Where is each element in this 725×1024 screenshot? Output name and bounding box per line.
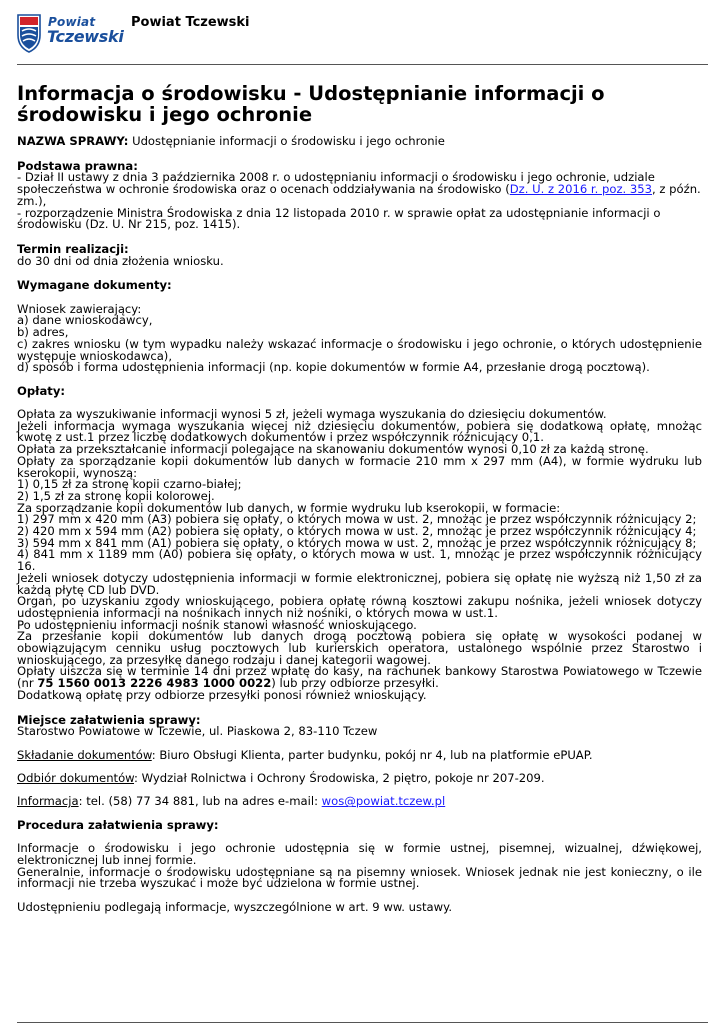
footer-divider xyxy=(17,1022,708,1023)
informacja-label: Informacja xyxy=(17,794,79,809)
oplaty-line: Opłata za wyszukiwanie informacji wynosi 5 zł, jeżeli wymaga wyszukania do dziesięciu dokumentów. xyxy=(17,407,607,422)
nazwa-value: Udostępnianie informacji o środowisku i jego ochronie xyxy=(128,134,445,148)
bank-account-number: 75 1560 0013 2226 4983 1000 0022 xyxy=(37,676,272,691)
procedura-heading: Procedura załatwienia sprawy: xyxy=(17,817,219,832)
termin-value: do 30 dni od dnia złożenia wniosku. xyxy=(17,253,224,268)
odbior-label: Odbiór dokumentów xyxy=(17,771,135,786)
odbior-value: : Wydział Rolnictwa i Ochrony Środowiska, 2 piętro, pokoje nr 207-209. xyxy=(134,771,545,786)
miejsce-value: Starostwo Powiatowe w Tczewie, ul. Piaskowa 2, 83-110 Tczew xyxy=(17,724,378,739)
informacja xyxy=(17,796,702,808)
logo-text-line2: Tczewski xyxy=(47,27,124,46)
procedura-p1: Informacje o środowisku i jego ochronie udostępnia się w formie ustnej, pisemnej, wizualnej, dźwiękowej, elektronicznej lub innej formie. xyxy=(17,841,702,867)
oplaty-line: Jeżeli informacja wymaga wyszukania więcej niż dziesięciu dokumentów, pobiera się dodatkową opłatę, mnożąc kwotę z ust.1 przez liczbę dodatkowych dokumentów i przez współczynnik różnicujący 0,1. xyxy=(17,418,702,445)
main-content xyxy=(17,83,702,913)
miejsce-heading: Miejsce załatwienia sprawy: xyxy=(17,712,201,727)
powiat-logo[interactable] xyxy=(17,13,124,57)
skladanie-value: : Biuro Obsługi Klienta, parter budynku, pokój nr 4, lub na platformie ePUAP. xyxy=(151,747,593,762)
payment-tail: ) lub przy odbiorze przesyłki. xyxy=(271,676,439,691)
oplaty-line: 4) 841 mm x 1189 mm (A0) pobiera się opłaty, o których mowa w ust. 1, mnożąc je przez współczynnik różnicujący 16. xyxy=(17,547,702,574)
page-header xyxy=(0,0,725,64)
informacja-value: : tel. (58) 77 34 881, lub na adres e-mail: xyxy=(78,794,322,809)
oplaty-last: Dodatkową opłatę przy odbiorze przesyłki ponosi również wnioskujący. xyxy=(17,687,427,702)
logo-text-line1: Powiat xyxy=(48,15,96,29)
oplaty-line: 1) 297 mm x 420 mm (A3) pobiera się opłaty, o których mowa w ust. 2, mnożąc je przez współczynnik różnicujący 2; xyxy=(17,512,697,527)
header-divider xyxy=(17,64,708,65)
email-link[interactable]: wos@powiat.tczew.pl xyxy=(321,794,446,809)
dokumenty-heading: Wymagane dokumenty: xyxy=(17,278,172,293)
podstawa-line1-tail: , z późn. zm.), xyxy=(17,182,701,208)
podstawa-heading: Podstawa prawna: xyxy=(17,158,138,173)
termin-heading: Termin realizacji: xyxy=(17,241,129,256)
procedura-p2: Generalnie, informacje o środowisku udostępniane są na pisemny wniosek. Wniosek jednak nie jest konieczny, o ile informacji nie trzeba wyszukać i może być udzielona w formie ustnej. xyxy=(17,864,702,891)
oplaty-line: Opłata za przekształcanie informacji polegające na skanowaniu dokumentów wynosi 0,10 zł za każdą stronę. xyxy=(17,442,649,457)
oplaty-line: Opłaty za sporządzanie kopii dokumentów lub danych w formacie 210 mm x 297 mm (A4), w formie wydruku lub kserokopii, wynoszą: xyxy=(17,453,702,480)
dokumenty-item: b) adres, xyxy=(17,325,69,340)
oplaty-heading: Opłaty: xyxy=(17,383,66,398)
oplaty-line: 1) 0,15 zł za stronę kopii czarno-białej; xyxy=(17,477,242,492)
skladanie-dokumentow xyxy=(17,747,702,762)
oplaty-payment xyxy=(17,666,702,689)
procedura-p3: Udostępnieniu podlegają informacje, wyszczególnione w art. 9 ww. ustawy. xyxy=(17,899,453,914)
payment-text: Opłaty uiszcza się w terminie 14 dni przez wpłatę do kasy, na rachunek bankowy Starostwa Powiatowego w Tczewie (nr xyxy=(17,664,702,691)
page-title: Informacja o środowisku - Udostępnianie informacji o środowisku i jego ochronie xyxy=(17,82,605,126)
oplaty-line: Za sporządzanie kopii dokumentów lub danych, w formie wydruku lub kserokopii, w formacie: xyxy=(17,500,561,515)
nazwa-label: NAZWA SPRAWY: xyxy=(17,134,129,148)
dokumenty-item: a) dane wnioskodawcy, xyxy=(17,313,153,328)
oplaty-line: Organ, po uzyskaniu zgody wnioskującego, pobiera opłatę równą kosztowi zakupu nośnika, jeżeli wniosek dotyczy udostępnienia informacji na nośnikach innych niż nośniki, o których mowa w ust.1. xyxy=(17,594,702,620)
oplaty-line: Za przesłanie kopii dokumentów lub danych drogą pocztową pobiera się opłatę w wysokości podanej w obowiązującym cenniku usług pocztowych lub kurierskich operatora, ustalonego wspólnie przez Starostwo i wnioskującego, za przesyłkę danego rodzaju i danej kategorii wagowej. xyxy=(17,629,702,667)
dz-u-link[interactable]: Dz. U. z 2016 r. poz. 353 xyxy=(509,182,653,197)
skladanie-label: Składanie dokumentów xyxy=(17,747,152,762)
dokumenty-item: d) sposób i forma udostępnienia informacji (np. kopie dokumentów w formie A4, przesłanie drogą pocztową). xyxy=(17,360,650,375)
dokumenty-item: c) zakres wniosku (w tym wypadku należy wskazać informacje o środowisku i jego ochronie, o których udostępnienie występuje wnioskodawca), xyxy=(17,336,702,363)
dokumenty-intro: Wniosek zawierający: xyxy=(17,301,142,316)
oplaty-line: 2) 1,5 zł za stronę kopii kolorowej. xyxy=(17,488,215,503)
oplaty-line: Jeżeli wniosek dotyczy udostępnienia informacji w formie elektronicznej, pobiera się opłatę nie wyższą niż 1,50 zł za każdą płytę CD lub DVD. xyxy=(17,570,702,597)
oplaty-line: 3) 594 mm x 841 mm (A1) pobiera się opłaty, o których mowa w ust. 2, mnożąc je przez współczynnik różnicujący 8; xyxy=(17,535,697,550)
podstawa-line1 xyxy=(17,172,702,207)
oplaty-line: Po udostępnieniu informacji nośnik stanowi własność wnioskującego. xyxy=(17,617,417,632)
odbior-dokumentow xyxy=(17,773,702,785)
coat-of-arms-icon xyxy=(17,13,41,53)
site-title: Powiat Tczewski xyxy=(131,15,250,30)
podstawa-line1-text: - Dział II ustawy z dnia 3 października 2008 r. o udostępnianiu informacji o środowisku i jego ochronie, udziale społeczeństwa w ochronie środowiska oraz o ocenach oddziaływania na środowisko ( xyxy=(17,170,655,197)
nazwa-sprawy xyxy=(17,136,702,148)
oplaty-line: 2) 420 mm x 594 mm (A2) pobiera się opłaty, o których mowa w ust. 2, mnożąc je przez współczynnik różnicujący 4; xyxy=(17,524,697,539)
podstawa-line2: - rozporządzenie Ministra Środowiska z dnia 12 listopada 2010 r. w sprawie opłat za udostępnianie informacji o środowisku (Dz. U. Nr 215, poz. 1415). xyxy=(17,205,661,232)
